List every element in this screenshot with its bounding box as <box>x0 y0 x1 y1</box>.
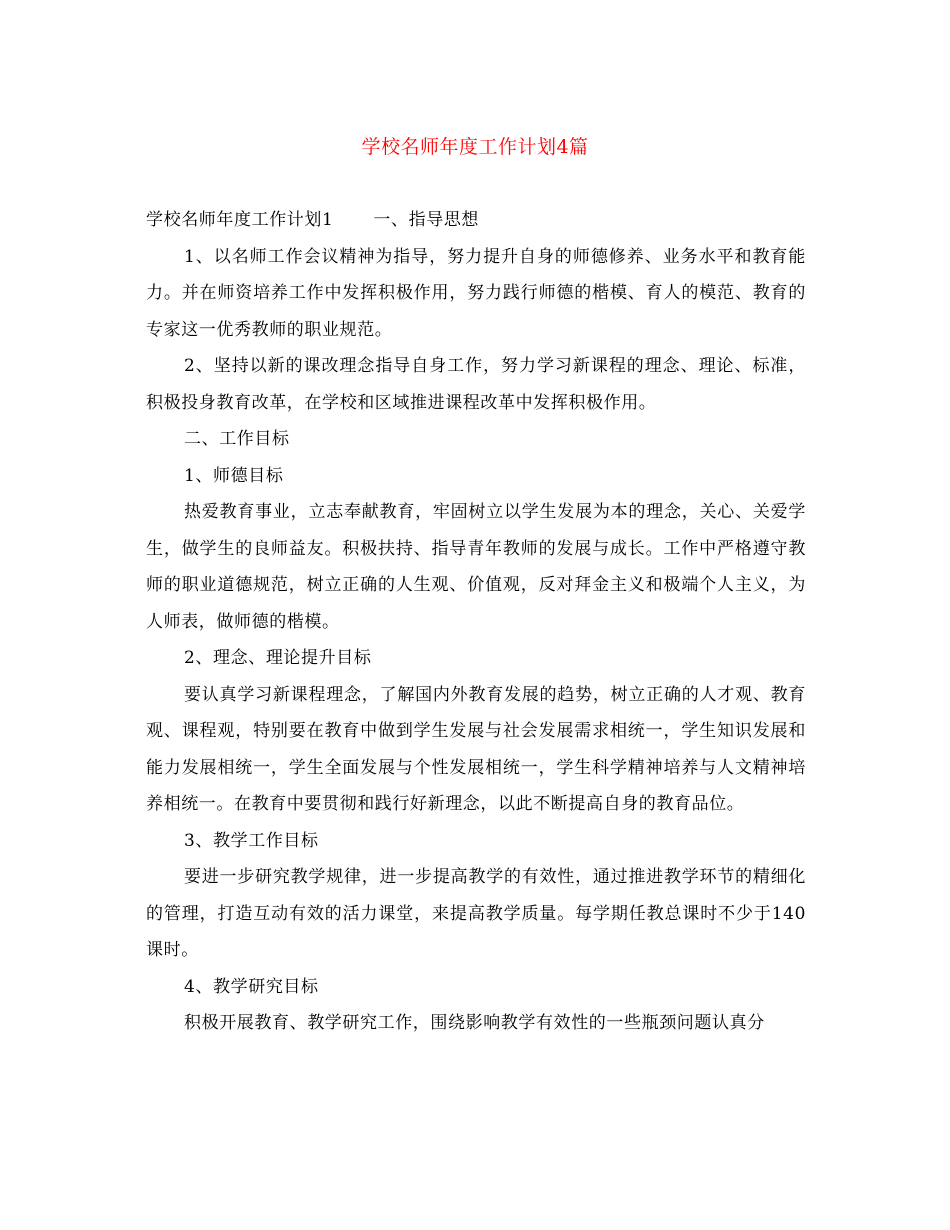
section-heading-work-goals: 二、工作目标 <box>184 429 290 449</box>
document-body <box>146 202 806 1042</box>
subheading-theory-goal: 2、理念、理论提升目标 <box>184 648 372 668</box>
plan-heading: 学校名师年度工作计划1 <box>146 210 334 230</box>
section-heading-guiding-ideology: 一、指导思想 <box>373 210 480 230</box>
paragraph: 要进一步研究教学规律，进一步提高教学的有效性，通过推进教学环节的精细化的管理，打造互动有效的活力课堂，来提高教学质量。每学期任教总课时不少于140课时。 <box>146 867 806 960</box>
subheading-teaching-goal: 3、教学工作目标 <box>184 830 319 851</box>
paragraph: 要认真学习新课程理念，了解国内外教育发展的趋势，树立正确的人才观、教育观、课程观，特别要在教育中做到学生发展与社会发展需求相统一，学生知识发展和能力发展相统一，学生全面发展与个性发展相统一，学生科学精神培养与人文精神培养相统一。在教育中要贯彻和践行好新理念，以此不断提高自身的教育品位。 <box>146 684 806 814</box>
document-title: 学校名师年度工作计划4篇 <box>361 136 589 158</box>
subheading-research-goal: 4、教学研究目标 <box>184 976 319 997</box>
paragraph: 1、以名师工作会议精神为指导，努力提升自身的师德修养、业务水平和教育能力。并在师资培养工作中发挥积极作用，努力践行师德的楷模、育人的模范、教育的专家这一优秀教师的职业规范。 <box>146 246 806 340</box>
paragraph: 热爱教育事业，立志奉献教育，牢固树立以学生发展为本的理念，关心、关爱学生，做学生的良师益友。积极扶持、指导青年教师的发展与成长。工作中严格遵守教师的职业道德规范，树立正确的人生观、价值观，反对拜金主义和极端个人主义，为人师表，做师德的楷模。 <box>146 502 806 632</box>
paragraph: 2、坚持以新的课改理念指导自身工作，努力学习新课程的理念、理论、标准，积极投身教育改革，在学校和区域推进课程改革中发挥积极作用。 <box>146 356 806 413</box>
subheading-ethics-goal: 1、师德目标 <box>184 465 284 486</box>
paragraph: 积极开展教育、教学研究工作，围绕影响教学有效性的一些瓶颈问题认真分 <box>184 1013 765 1033</box>
first-line <box>146 202 806 239</box>
